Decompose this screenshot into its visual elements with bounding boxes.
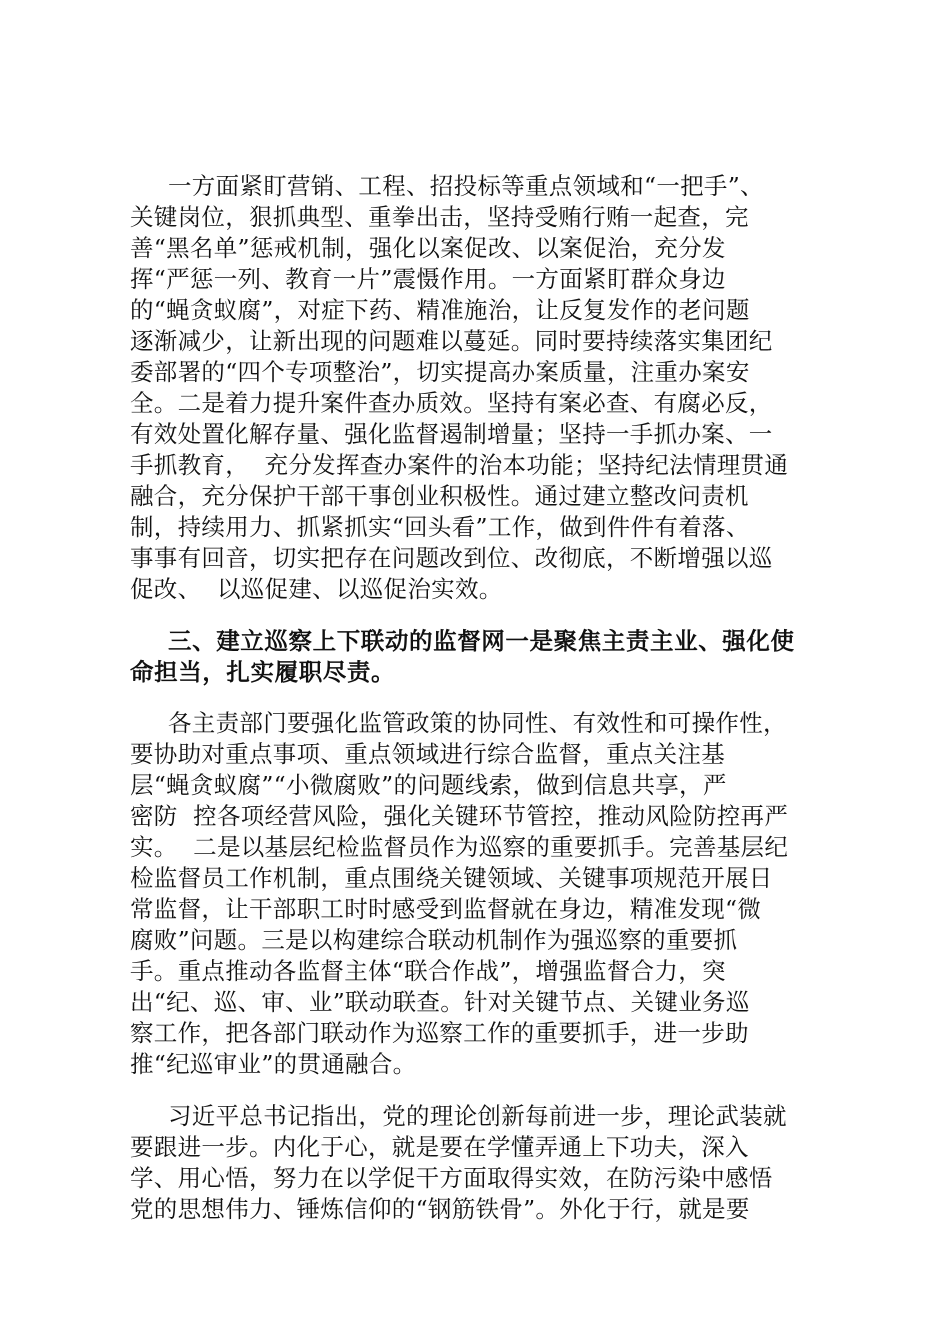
paragraph-line: 密防 控各项经营风险，强化关键环节管控，推动风险防控再严 — [130, 802, 789, 830]
paragraph-line: 手。重点推动各监督主体“联合作战”，增强监督合力，突 — [130, 957, 726, 985]
paragraph-line: 的“蝇贪蚁腐”，对症下药、精准施治，让反复发作的老问题 — [130, 296, 750, 324]
paragraph-line: 出“纪、巡、审、业”联动联查。针对关键节点、关键业务巡 — [130, 988, 750, 1016]
paragraph-line: 委部署的“四个专项整治”，切实提高办案质量，注重办案安 — [130, 358, 750, 386]
paragraph-line: 融合，充分保护干部干事创业积极性。通过建立整改问责机 — [130, 482, 749, 510]
paragraph-line: 察工作，把各部门联动作为巡察工作的重要抓手，进一步助 — [130, 1019, 749, 1047]
paragraph-line: 事事有回音，切实把存在问题改到位、改彻底，不断增强以巡 — [130, 544, 773, 572]
paragraph-line: 推“纪巡审业”的贯通融合。 — [130, 1050, 417, 1078]
paragraph-line: 一方面紧盯营销、工程、招投标等重点领域和“一把手”、 — [168, 172, 764, 200]
paragraph-line: 层“蝇贪蚁腐”“小微腐败”的问题线索，做到信息共享，严 — [130, 771, 727, 799]
paragraph-line: 挥“严惩一列、教育一片”震慑作用。一方面紧盯群众身边 — [130, 265, 726, 293]
paragraph-line: 腐败”问题。三是以构建综合联动机制作为强巡察的重要抓 — [130, 926, 738, 954]
paragraph-line: 学、用心悟，努力在以学促干方面取得实效，在防污染中感悟 — [130, 1164, 773, 1192]
paragraph-line: 要协助对重点事项、重点领域进行综合监督，重点关注基 — [130, 740, 725, 768]
paragraph-line: 逐渐减少，让新出现的问题难以蔓延。同时要持续落实集团纪 — [130, 327, 773, 355]
paragraph-line: 善“黑名单”惩戒机制，强化以案促改、以案促治，充分发 — [130, 234, 726, 262]
paragraph-line: 促改、 以巡促建、以巡促治实效。 — [130, 575, 503, 603]
paragraph-line: 检监督员工作机制，重点围绕关键领域、关键事项规范开展日 — [130, 864, 773, 892]
paragraph-line: 制，持续用力、抓紧抓实“回头看”工作，做到件件有着落、 — [130, 513, 750, 541]
heading-line: 三、建立巡察上下联动的监督网一是聚焦主责主业、强化使 — [168, 627, 795, 655]
paragraph-line: 实。 二是以基层纪检监督员作为巡察的重要抓手。完善基层纪 — [130, 833, 789, 861]
paragraph-line: 各主责部门要强化监管政策的协同性、有效性和可操作性， — [168, 709, 787, 737]
paragraph-line: 习近平总书记指出，党的理论创新每前进一步，理论武装就 — [168, 1102, 787, 1130]
paragraph-line: 党的思想伟力、锤炼信仰的“钢筋铁骨”。外化于行，就是要 — [130, 1195, 750, 1223]
paragraph-line: 关键岗位，狠抓典型、重拳出击，坚持受贿行贿一起查，完 — [130, 203, 749, 231]
paragraph-line: 全。二是着力提升案件查办质效。坚持有案必查、有腐必反， — [130, 389, 773, 417]
heading-line: 命担当，扎实履职尽责。 — [130, 658, 396, 686]
paragraph-line: 常监督，让干部职工时时感受到监督就在身边，精准发现“微 — [130, 895, 762, 923]
paragraph-line: 手抓教育， 充分发挥查办案件的治本功能；坚持纪法情理贯通 — [130, 451, 789, 479]
paragraph-line: 要跟进一步。内化于心，就是要在学懂弄通上下功夫，深入 — [130, 1133, 749, 1161]
paragraph-line: 有效处置化解存量、强化监督遏制增量；坚持一手抓办案、一 — [130, 420, 773, 448]
